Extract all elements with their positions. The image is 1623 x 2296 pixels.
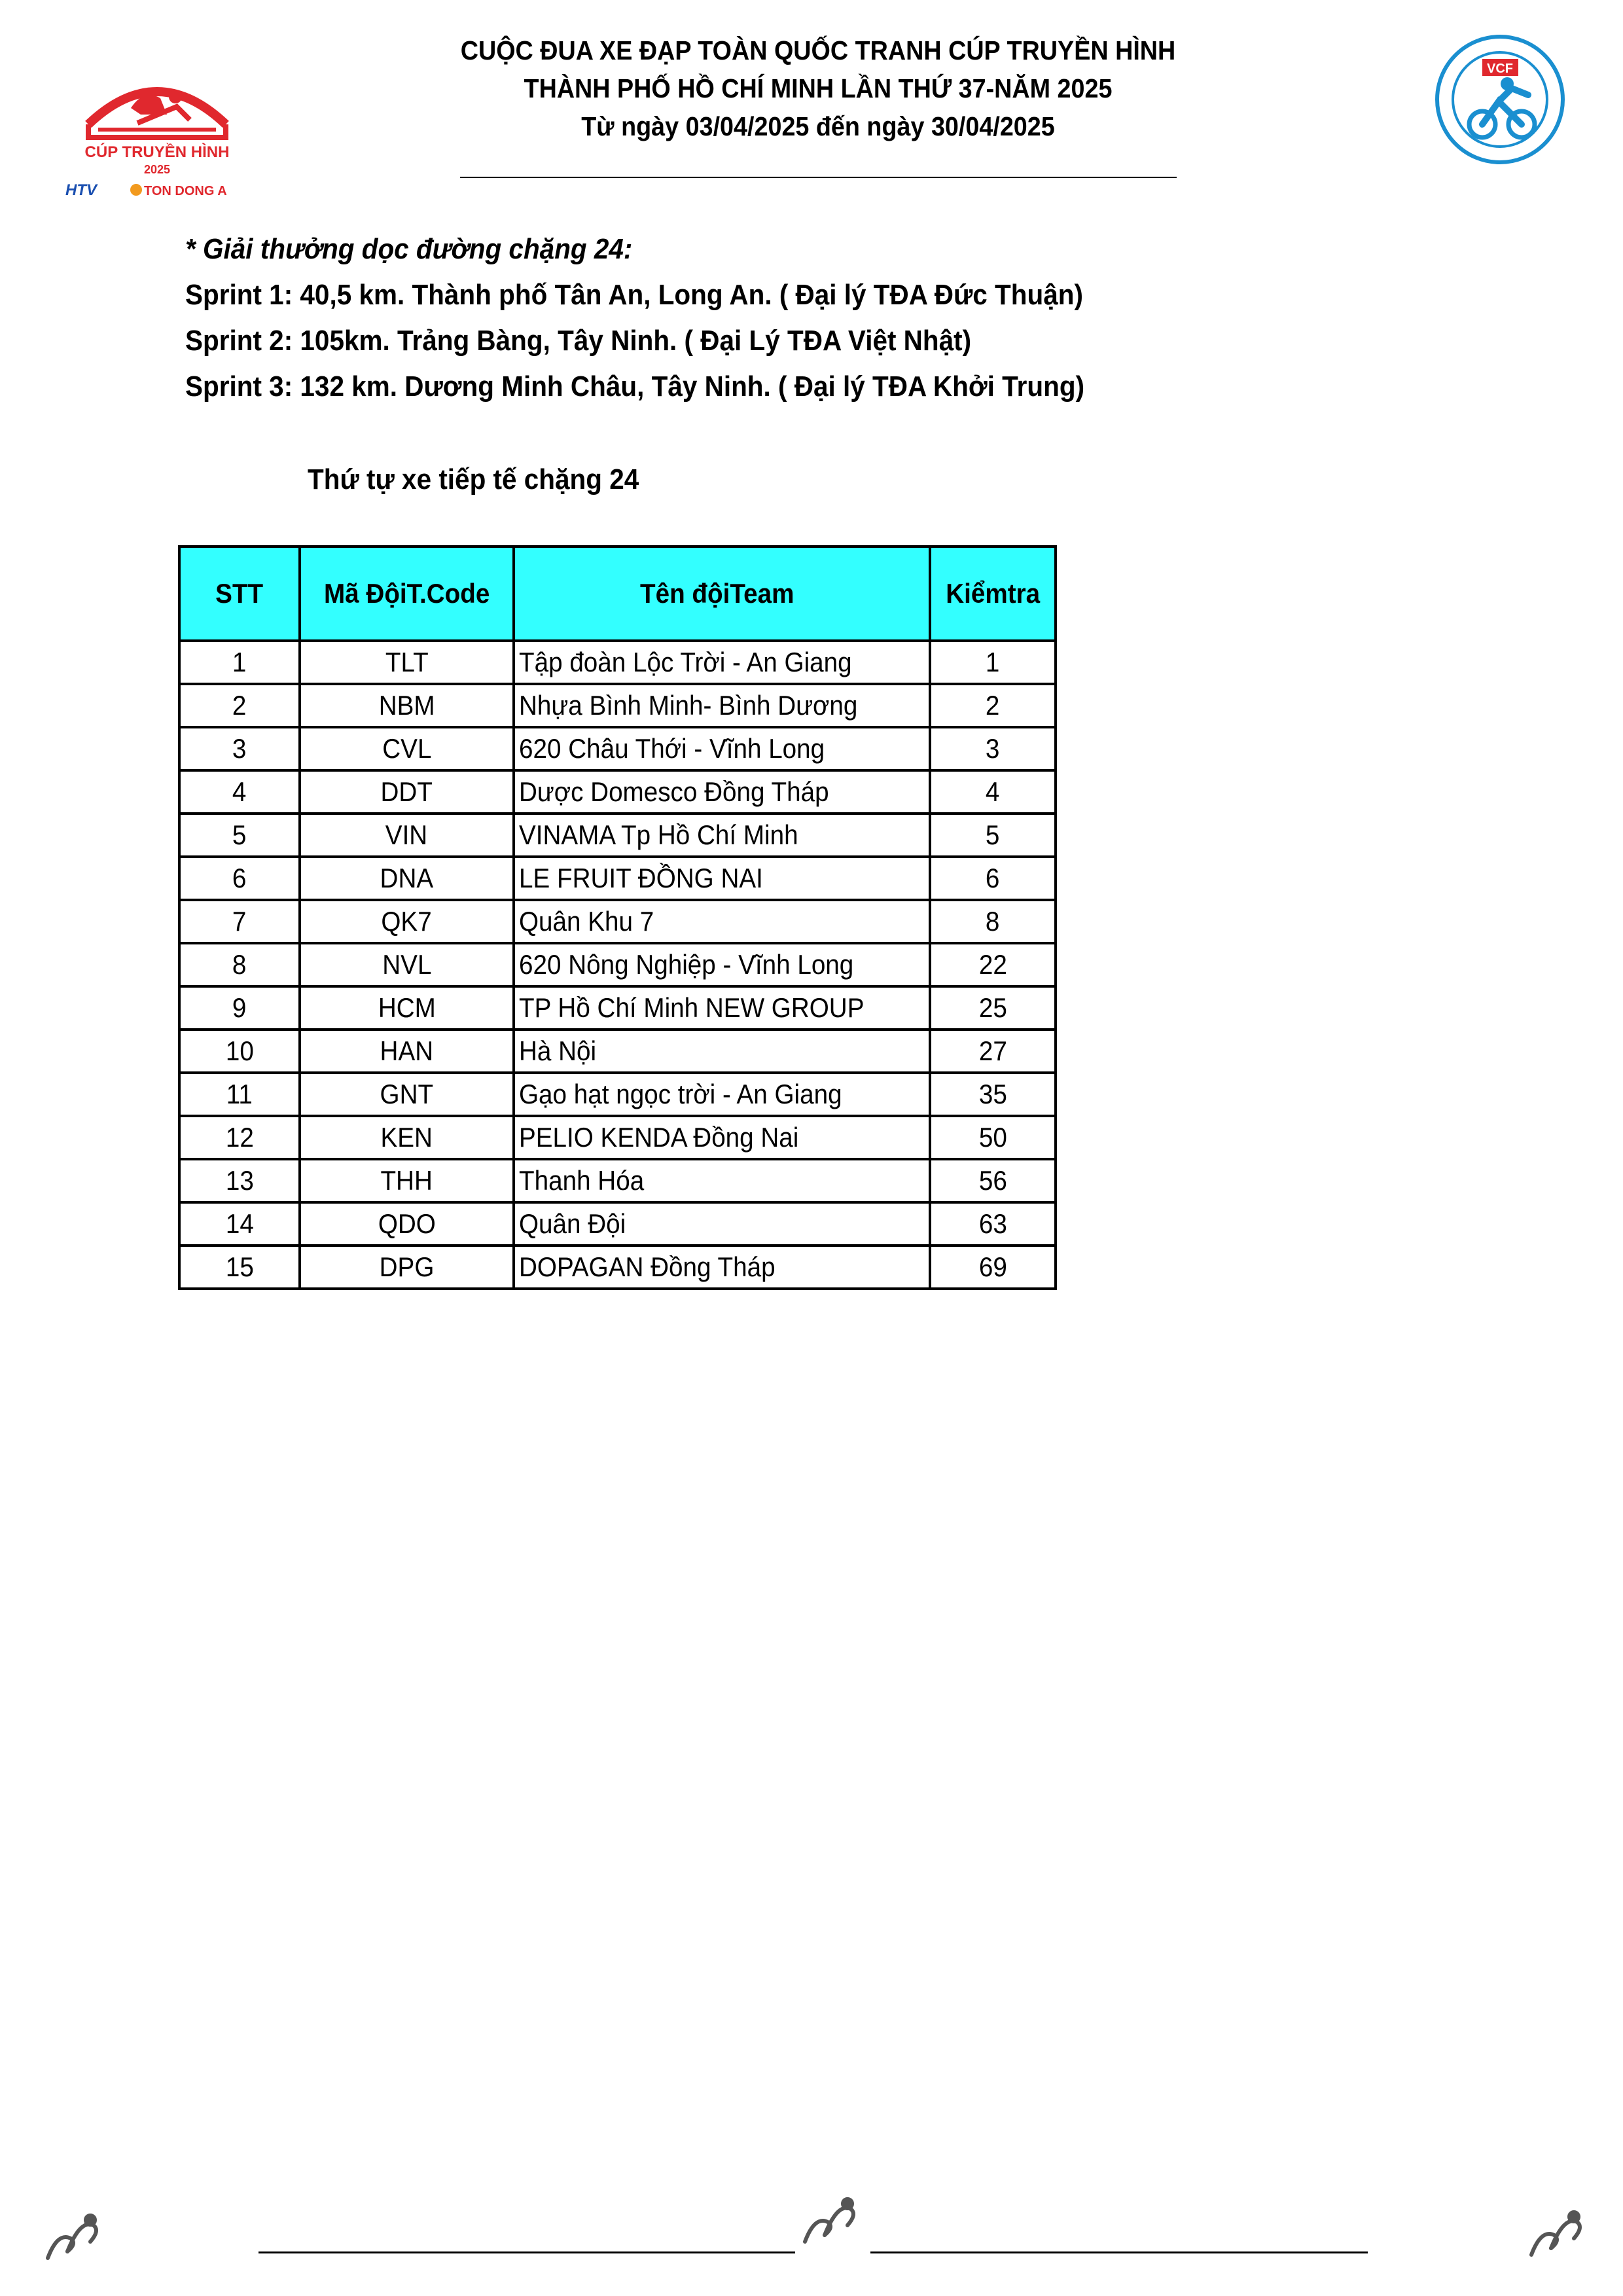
ton-dong-a-logo-text: TON DONG A (144, 184, 227, 198)
cell-check: 6 (930, 857, 1056, 900)
table-row (179, 1159, 1056, 1202)
cell-check: 2 (930, 684, 1056, 727)
cell-check: 3 (930, 727, 1056, 770)
vcf-logo-graphic (1430, 33, 1571, 167)
cell-stt: 11 (179, 1073, 300, 1116)
cell-team-code: KEN (300, 1116, 514, 1159)
cell-stt: 12 (179, 1116, 300, 1159)
cell-stt: 13 (179, 1159, 300, 1202)
table-row (179, 641, 1056, 684)
logo-left-text: CÚP TRUYỀN HÌNH (84, 143, 230, 161)
table-header-row (179, 547, 1056, 641)
cell-team-name: Quân Đội (514, 1202, 930, 1246)
cell-team-code: CVL (300, 727, 514, 770)
table-row (179, 727, 1056, 770)
cell-team-code: VIN (300, 814, 514, 857)
cell-team-name: Tập đoàn Lộc Trời - An Giang (514, 641, 930, 684)
cell-check: 56 (930, 1159, 1056, 1202)
footer-cyclist-icon-left (38, 2206, 110, 2271)
cell-check: 8 (930, 900, 1056, 943)
header-line-3: Từ ngày 03/04/2025 đến ngày 30/04/2025 (581, 111, 1055, 141)
cell-team-code: GNT (300, 1073, 514, 1116)
table-row (179, 814, 1056, 857)
htv-logo-text: HTV (65, 181, 97, 199)
cell-team-name: Thanh Hóa (514, 1159, 930, 1202)
cell-team-name: DOPAGAN Đồng Tháp (514, 1246, 930, 1289)
cell-team-name: Hà Nội (514, 1030, 930, 1073)
table-row (179, 986, 1056, 1030)
cell-stt: 15 (179, 1246, 300, 1289)
cell-team-code: DPG (300, 1246, 514, 1289)
column-header-team-name: Tên độiTeam (514, 547, 930, 641)
cell-team-code: DNA (300, 857, 514, 900)
table-row (179, 1030, 1056, 1073)
table-row (179, 1073, 1056, 1116)
vcf-logo-abbr: VCF (1487, 62, 1513, 76)
cell-check: 35 (930, 1073, 1056, 1116)
cell-team-name: VINAMA Tp Hồ Chí Minh (514, 814, 930, 857)
cell-stt: 5 (179, 814, 300, 857)
header-line-1: CUỘC ĐUA XE ĐẠP TOÀN QUỐC TRANH CÚP TRUYỀN HÌNH (460, 35, 1176, 65)
cell-stt: 2 (179, 684, 300, 727)
cell-check: 5 (930, 814, 1056, 857)
table-row (179, 1202, 1056, 1246)
sprint-3-text: Sprint 3: 132 km. Dương Minh Châu, Tây Ninh. ( Đại lý TĐA Khởi Trung) (185, 370, 1085, 403)
footer-cyclist-icon-right (1522, 2202, 1594, 2268)
cell-team-code: TLT (300, 641, 514, 684)
cell-check: 25 (930, 986, 1056, 1030)
cell-team-code: HAN (300, 1030, 514, 1073)
cell-check: 63 (930, 1202, 1056, 1246)
cup-truyen-hinh-logo-graphic (59, 46, 255, 203)
cell-team-code: QDO (300, 1202, 514, 1246)
cell-check: 1 (930, 641, 1056, 684)
header-divider (460, 177, 1177, 178)
cell-check: 4 (930, 770, 1056, 814)
cell-team-code: THH (300, 1159, 514, 1202)
cell-stt: 10 (179, 1030, 300, 1073)
awards-title: * Giải thưởng dọc đường chặng 24: (185, 233, 633, 265)
cell-check: 22 (930, 943, 1056, 986)
cell-team-name: 620 Châu Thới - Vĩnh Long (514, 727, 930, 770)
cup-truyen-hinh-logo (59, 46, 255, 203)
footer-line-left (259, 2251, 795, 2253)
cell-stt: 6 (179, 857, 300, 900)
table-row (179, 857, 1056, 900)
column-header-check: Kiểmtra (930, 547, 1056, 641)
table-row (179, 770, 1056, 814)
vcf-logo (1430, 33, 1571, 167)
footer-line-right (870, 2251, 1368, 2253)
cell-team-code: QK7 (300, 900, 514, 943)
table-row (179, 684, 1056, 727)
cell-stt: 3 (179, 727, 300, 770)
cell-team-code: NVL (300, 943, 514, 986)
header-line-2: THÀNH PHỐ HỒ CHÍ MINH LẦN THỨ 37-NĂM 2025 (524, 73, 1113, 103)
column-header-stt: STT (179, 547, 300, 641)
cell-stt: 4 (179, 770, 300, 814)
cell-team-name: Gạo hạt ngọc trời - An Giang (514, 1073, 930, 1116)
cell-check: 50 (930, 1116, 1056, 1159)
cell-check: 27 (930, 1030, 1056, 1073)
cell-team-code: HCM (300, 986, 514, 1030)
cell-team-code: DDT (300, 770, 514, 814)
sprint-2-text: Sprint 2: 105km. Trảng Bàng, Tây Ninh. ( Đại Lý TĐA Việt Nhật) (185, 325, 972, 357)
cell-team-code: NBM (300, 684, 514, 727)
cell-stt: 14 (179, 1202, 300, 1246)
support-car-order-title: Thứ tự xe tiếp tế chặng 24 (308, 463, 639, 495)
logo-left-year: 2025 (143, 163, 171, 176)
cell-team-name: PELIO KENDA Đồng Nai (514, 1116, 930, 1159)
cell-team-name: LE FRUIT ĐỒNG NAI (514, 857, 930, 900)
cell-stt: 7 (179, 900, 300, 943)
support-car-order-table (178, 545, 1057, 1290)
table-row (179, 1116, 1056, 1159)
table-row (179, 1246, 1056, 1289)
cell-stt: 1 (179, 641, 300, 684)
sprint-1-text: Sprint 1: 40,5 km. Thành phố Tân An, Long An. ( Đại lý TĐA Đức Thuận) (185, 279, 1083, 311)
cell-team-name: Dược Domesco Đồng Tháp (514, 770, 930, 814)
cell-check: 69 (930, 1246, 1056, 1289)
footer-cyclist-icon-center (795, 2189, 867, 2255)
cell-stt: 8 (179, 943, 300, 986)
cell-team-name: TP Hồ Chí Minh NEW GROUP (514, 986, 930, 1030)
table-row (179, 900, 1056, 943)
cell-stt: 9 (179, 986, 300, 1030)
cell-team-name: Nhựa Bình Minh- Bình Dương (514, 684, 930, 727)
table-row (179, 943, 1056, 986)
cell-team-name: 620 Nông Nghiệp - Vĩnh Long (514, 943, 930, 986)
cell-team-name: Quân Khu 7 (514, 900, 930, 943)
column-header-team-code: Mã ĐộiT.Code (300, 547, 514, 641)
